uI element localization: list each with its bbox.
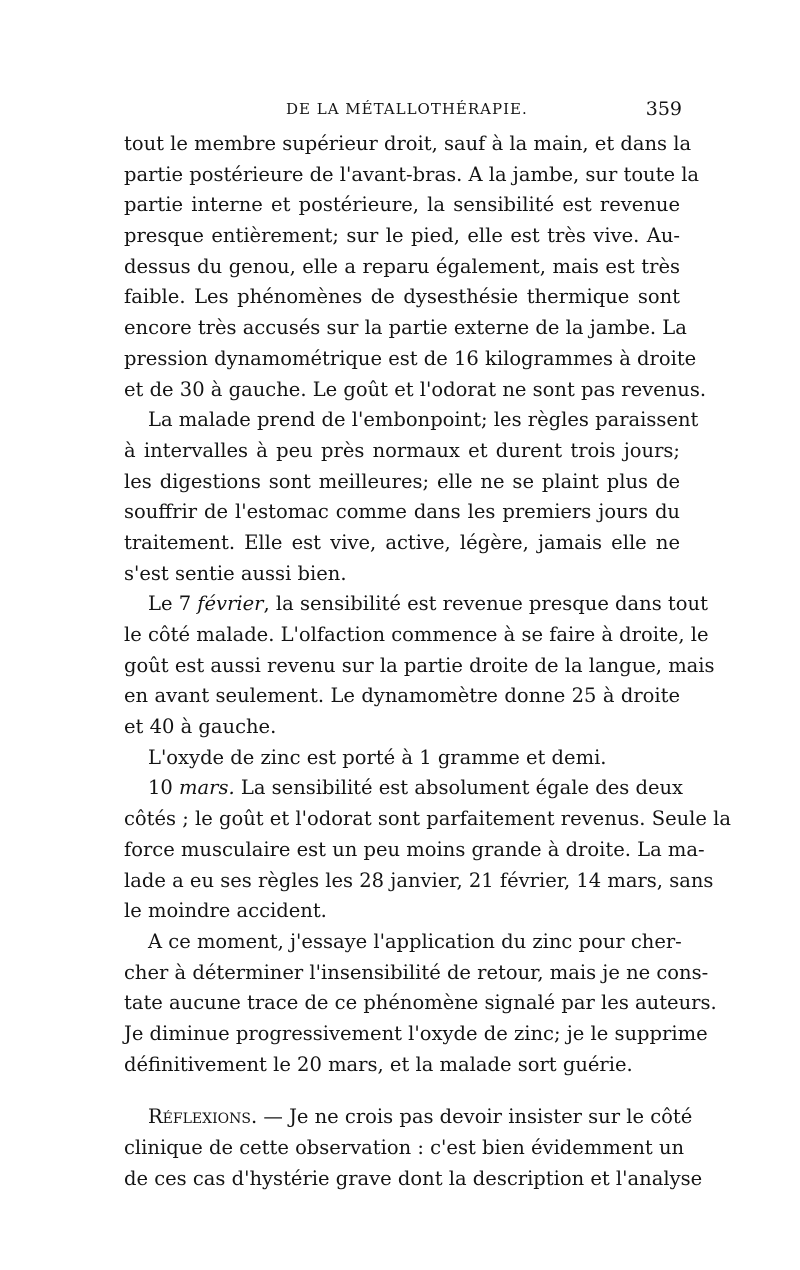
running-head bbox=[126, 100, 682, 122]
date-month: mars. bbox=[179, 776, 235, 800]
paragraph-start: La malade prend de l'embonpoint; les règles paraissent bbox=[148, 408, 699, 432]
paragraph-zinc-dose: L'oxyde de zinc est porté à 1 gramme et demi. bbox=[148, 745, 607, 769]
paragraph-start: A ce moment, j'essaye l'application du zinc pour cher- bbox=[148, 929, 682, 953]
text-line: et 40 à gauche. bbox=[124, 715, 277, 739]
text-run: , la sensibilité est revenue presque dans tout bbox=[263, 592, 708, 616]
paragraph-start-march bbox=[124, 773, 684, 804]
text-line: faible. Les phénomènes de dysesthésie thermique sont bbox=[124, 285, 680, 309]
text-line: partie interne et postérieure, la sensibilité est revenue bbox=[124, 193, 680, 217]
text-line: goût est aussi revenu sur la partie droite de la langue, mais bbox=[124, 653, 715, 677]
text-line: s'est sentie aussi bien. bbox=[124, 561, 347, 585]
date-month: février bbox=[197, 592, 264, 616]
text-line: dessus du genou, elle a reparu également, mais est très bbox=[124, 254, 680, 278]
date-prefix: Le 7 bbox=[148, 592, 198, 616]
text-line: force musculaire est un peu moins grande à droite. La ma- bbox=[124, 837, 705, 861]
text-line: presque entièrement; sur le pied, elle est très vive. Au- bbox=[124, 224, 680, 248]
text-run: La sensibilité est absolument égale des deux bbox=[234, 776, 684, 800]
date-prefix: 10 bbox=[148, 776, 180, 800]
running-title: DE LA MÉTALLOTHÉRAPIE. bbox=[286, 100, 528, 118]
em-dash: — bbox=[257, 1105, 290, 1129]
reflexions-paragraph-start bbox=[124, 1102, 693, 1133]
paragraph-start-february bbox=[124, 589, 708, 620]
text-line: le côté malade. L'olfaction commence à se faire à droite, le bbox=[124, 623, 709, 646]
section-label: Réflexions. bbox=[148, 1105, 258, 1129]
text-line: pression dynamométrique est de 16 kilogrammes à droite bbox=[124, 346, 697, 370]
body-text bbox=[124, 129, 732, 1194]
text-run: Je ne crois pas devoir insister sur le côté bbox=[289, 1105, 693, 1129]
text-line: cher à déterminer l'insensibilité de retour, mais je ne cons- bbox=[124, 960, 709, 984]
text-line: de ces cas d'hystérie grave dont la description et l'analyse bbox=[124, 1166, 703, 1190]
text-line: en avant seulement. Le dynamomètre donne 25 à droite bbox=[124, 684, 680, 708]
text-line: et de 30 à gauche. Le goût et l'odorat ne sont pas revenus. bbox=[124, 377, 707, 401]
text-line: Je diminue progressivement l'oxyde de zinc; je le supprime bbox=[124, 1021, 708, 1045]
text-line: clinique de cette observation : c'est bien évidemment un bbox=[124, 1136, 685, 1159]
text-line: tate aucune trace de ce phénomène signalé par les auteurs. bbox=[124, 991, 717, 1015]
text-line: définitivement le 20 mars, et la malade sort guérie. bbox=[124, 1052, 633, 1076]
text-line: les digestions sont meilleures; elle ne se plaint plus de bbox=[124, 469, 680, 493]
text-line: à intervalles à peu près normaux et durent trois jours; bbox=[124, 438, 680, 462]
text-line: tout le membre supérieur droit, sauf à la main, et dans la bbox=[124, 132, 692, 155]
text-line: encore très accusés sur la partie externe de la jambe. La bbox=[124, 316, 687, 340]
text-line: lade a eu ses règles les 28 janvier, 21 février, 14 mars, sans bbox=[124, 868, 714, 892]
text-line: souffrir de l'estomac comme dans les premiers jours du bbox=[124, 500, 680, 524]
text-line: traitement. Elle est vive, active, légère, jamais elle ne bbox=[124, 530, 680, 554]
text-line: le moindre accident. bbox=[124, 899, 327, 923]
text-line: partie postérieure de l'avant-bras. A la jambe, sur toute la bbox=[124, 162, 700, 186]
page-number: 359 bbox=[645, 98, 682, 120]
text-line: côtés ; le goût et l'odorat sont parfaitement revenus. Seule la bbox=[124, 807, 732, 831]
section-gap bbox=[124, 1080, 680, 1102]
